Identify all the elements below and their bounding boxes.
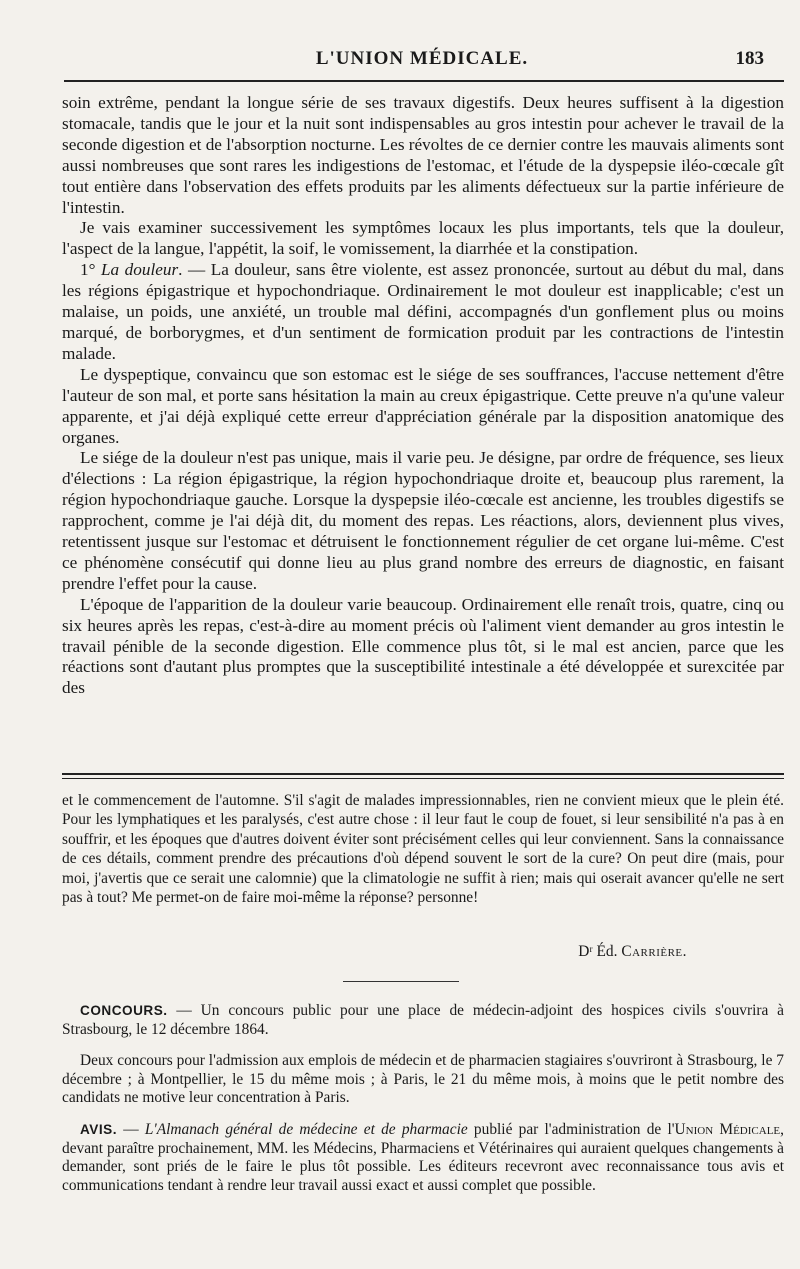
- section-heading: La douleur: [101, 260, 179, 280]
- page-number: 183: [735, 48, 764, 69]
- paragraph-douleur: [62, 260, 784, 365]
- journal-title: L'UNION MÉDICALE.: [315, 48, 529, 69]
- page-header: [64, 44, 780, 74]
- feuilleton-rule-thick: [62, 773, 784, 775]
- avis-text-2: , devant paraître prochainement, MM. les Médecins, Pharmaciens et Vétérinaires qui auraient quelques changements à demander, sont priés de le faire le plus tôt possible. Les éditeurs recevront avec reconnaissance tous avis et communications tendant à rendre leur travail aussi exact et aussi complet que possible.: [62, 1120, 784, 1194]
- feuilleton: [62, 791, 784, 907]
- paragraph-douleur-text: . — La douleur, sans être violente, est assez prononcée, surtout au début du mal, dans les régions épigastrique et hypochondriaque. Ordinairement le mot douleur est inapplicable; c'est un malaise, un poids, une anxiété, un trouble mal défini, accompagnés d'un gonflement plus ou moins marqué, de borborygmes, et d'un sentiment de formication produit par les contractions de l'intestin malade.: [62, 260, 784, 363]
- header-rule: [64, 80, 784, 82]
- avis-text-1: publié par l'administration de l': [467, 1120, 675, 1138]
- paragraph-epoque: L'époque de l'apparition de la douleur varie beaucoup. Ordinairement elle renaît trois, quatre, cinq ou six heures après les repas, c'est-à-dire au moment précis où l'aliment vient demander au gros intestin le travail pénible de la seconde digestion. Elle commence plus tôt, si le mal est ancien, parce que les réactions sont d'autant plus promptes que la susceptibilité intestinale a été développée et surexcitée par des: [62, 594, 784, 698]
- concours-heading: CONCOURS.: [80, 1003, 168, 1018]
- avis-dash: —: [117, 1120, 145, 1138]
- concours-text: — Un concours public pour une place de médecin-adjoint des hospices civils s'ouvrira à Strasbourg, le 12 décembre 1864.: [62, 1002, 784, 1038]
- signature-prefix: Dʳ Éd.: [578, 943, 622, 960]
- paragraph-symptoms: Je vais examiner successivement les symptômes locaux les plus importants, tels que la douleur, l'aspect de la langue, l'appétit, la soif, le vomissement, la diarrhée et la constipation.: [62, 218, 784, 259]
- section-separator: [343, 981, 459, 982]
- news-avis: [62, 1121, 784, 1195]
- feuilleton-text: et le commencement de l'automne. S'il s'agit de malades impressionnables, rien ne convient mieux que le plein été. Pour les lymphatiques et les paralysés, c'est autre chose : il leur faut le coup de fouet, si leur sensibilité n'a pas à en souffrir, et les époques que d'autres doivent éviter sont précisément celles qui leur conviennent. Sans la connaissance de ces détails, comment prendre des précautions d'où dépend souvent le sort de la cure? On peut dire (mais, pour moi, j'avertis que ce serait une calomnie) que la climatologie ne suffit à rien; mais qui oserait avancer qu'elle ne sert pas à tout? Me permet-on de faire moi-même la réponse? personne!: [62, 792, 784, 907]
- paragraph-dyspeptique: Le dyspeptique, convaincu que son estomac est le siége de ses souffrances, l'accuse nettement d'être l'auteur de son mal, et porte sans hésitation la main au creux épigastrique. Cette preuve n'a qu'une valeur apparente, et j'ai déjà expliqué cette erreur d'appréciation générale par la disposition anatomique des organes.: [62, 364, 784, 447]
- main-article: [62, 93, 784, 699]
- almanach-title: L'Almanach général de médecine et de pharmacie: [144, 1120, 468, 1138]
- paragraph-siege: Le siége de la douleur n'est pas unique, mais il varie peu. Je désigne, par ordre de fréquence, ses lieux d'élections : La région épigastrique, la région hypochondriaque droite et, beaucoup plus rarement, la région hypochondriaque gauche. Lorsque la dyspepsie iléo-cœcale est ancienne, les troubles digestifs se rapprochent, comme je l'ai déjà dit, du moment des repas. Les réactions, alors, deviennent plus vives, retentissent jusque sur l'estomac et détruisent le fonctionnement régulier de cet organe lui-même. C'est ce phénomène consécutif qui donne lieu au plus grand nombre des erreurs de diagnostic, en faisant prendre l'effet pour la cause.: [62, 448, 784, 593]
- news-section: [62, 1002, 784, 1208]
- news-concours: [62, 1002, 784, 1039]
- signature-name: Carrière.: [621, 943, 687, 960]
- avis-heading: AVIS.: [80, 1121, 117, 1137]
- news-deux-concours: Deux concours pour l'admission aux emplois de médecin et de pharmacien stagiaires s'ouvriront à Strasbourg, le 7 décembre ; à Montpellier, le 15 du même mois ; à Paris, le 21 du même mois, à moins que le petit nombre des candidats ne motive leur concentration à Paris.: [62, 1052, 784, 1107]
- union-medicale-name: Union Médicale: [674, 1120, 781, 1138]
- section-number: 1°: [80, 260, 101, 280]
- feuilleton-rule-thin: [62, 778, 784, 779]
- paragraph-continuation: soin extrême, pendant la longue série de ses travaux digestifs. Deux heures suffisent à la digestion stomacale, tandis que le jour et la nuit sont indispensables au gros intestin pour achever le travail de la seconde digestion et de l'absorption nocturne. Les révoltes de ce dernier contre les mauvais aliments sont aussi nombreuses que sont rares les indigestions de l'estomac, et l'étude de la dyspepsie iléo-cœcale gît tout entière dans l'observation des effets produits par les aliments défectueux sur la partie inférieure de l'intestin.: [62, 93, 784, 217]
- author-signature: [578, 943, 687, 961]
